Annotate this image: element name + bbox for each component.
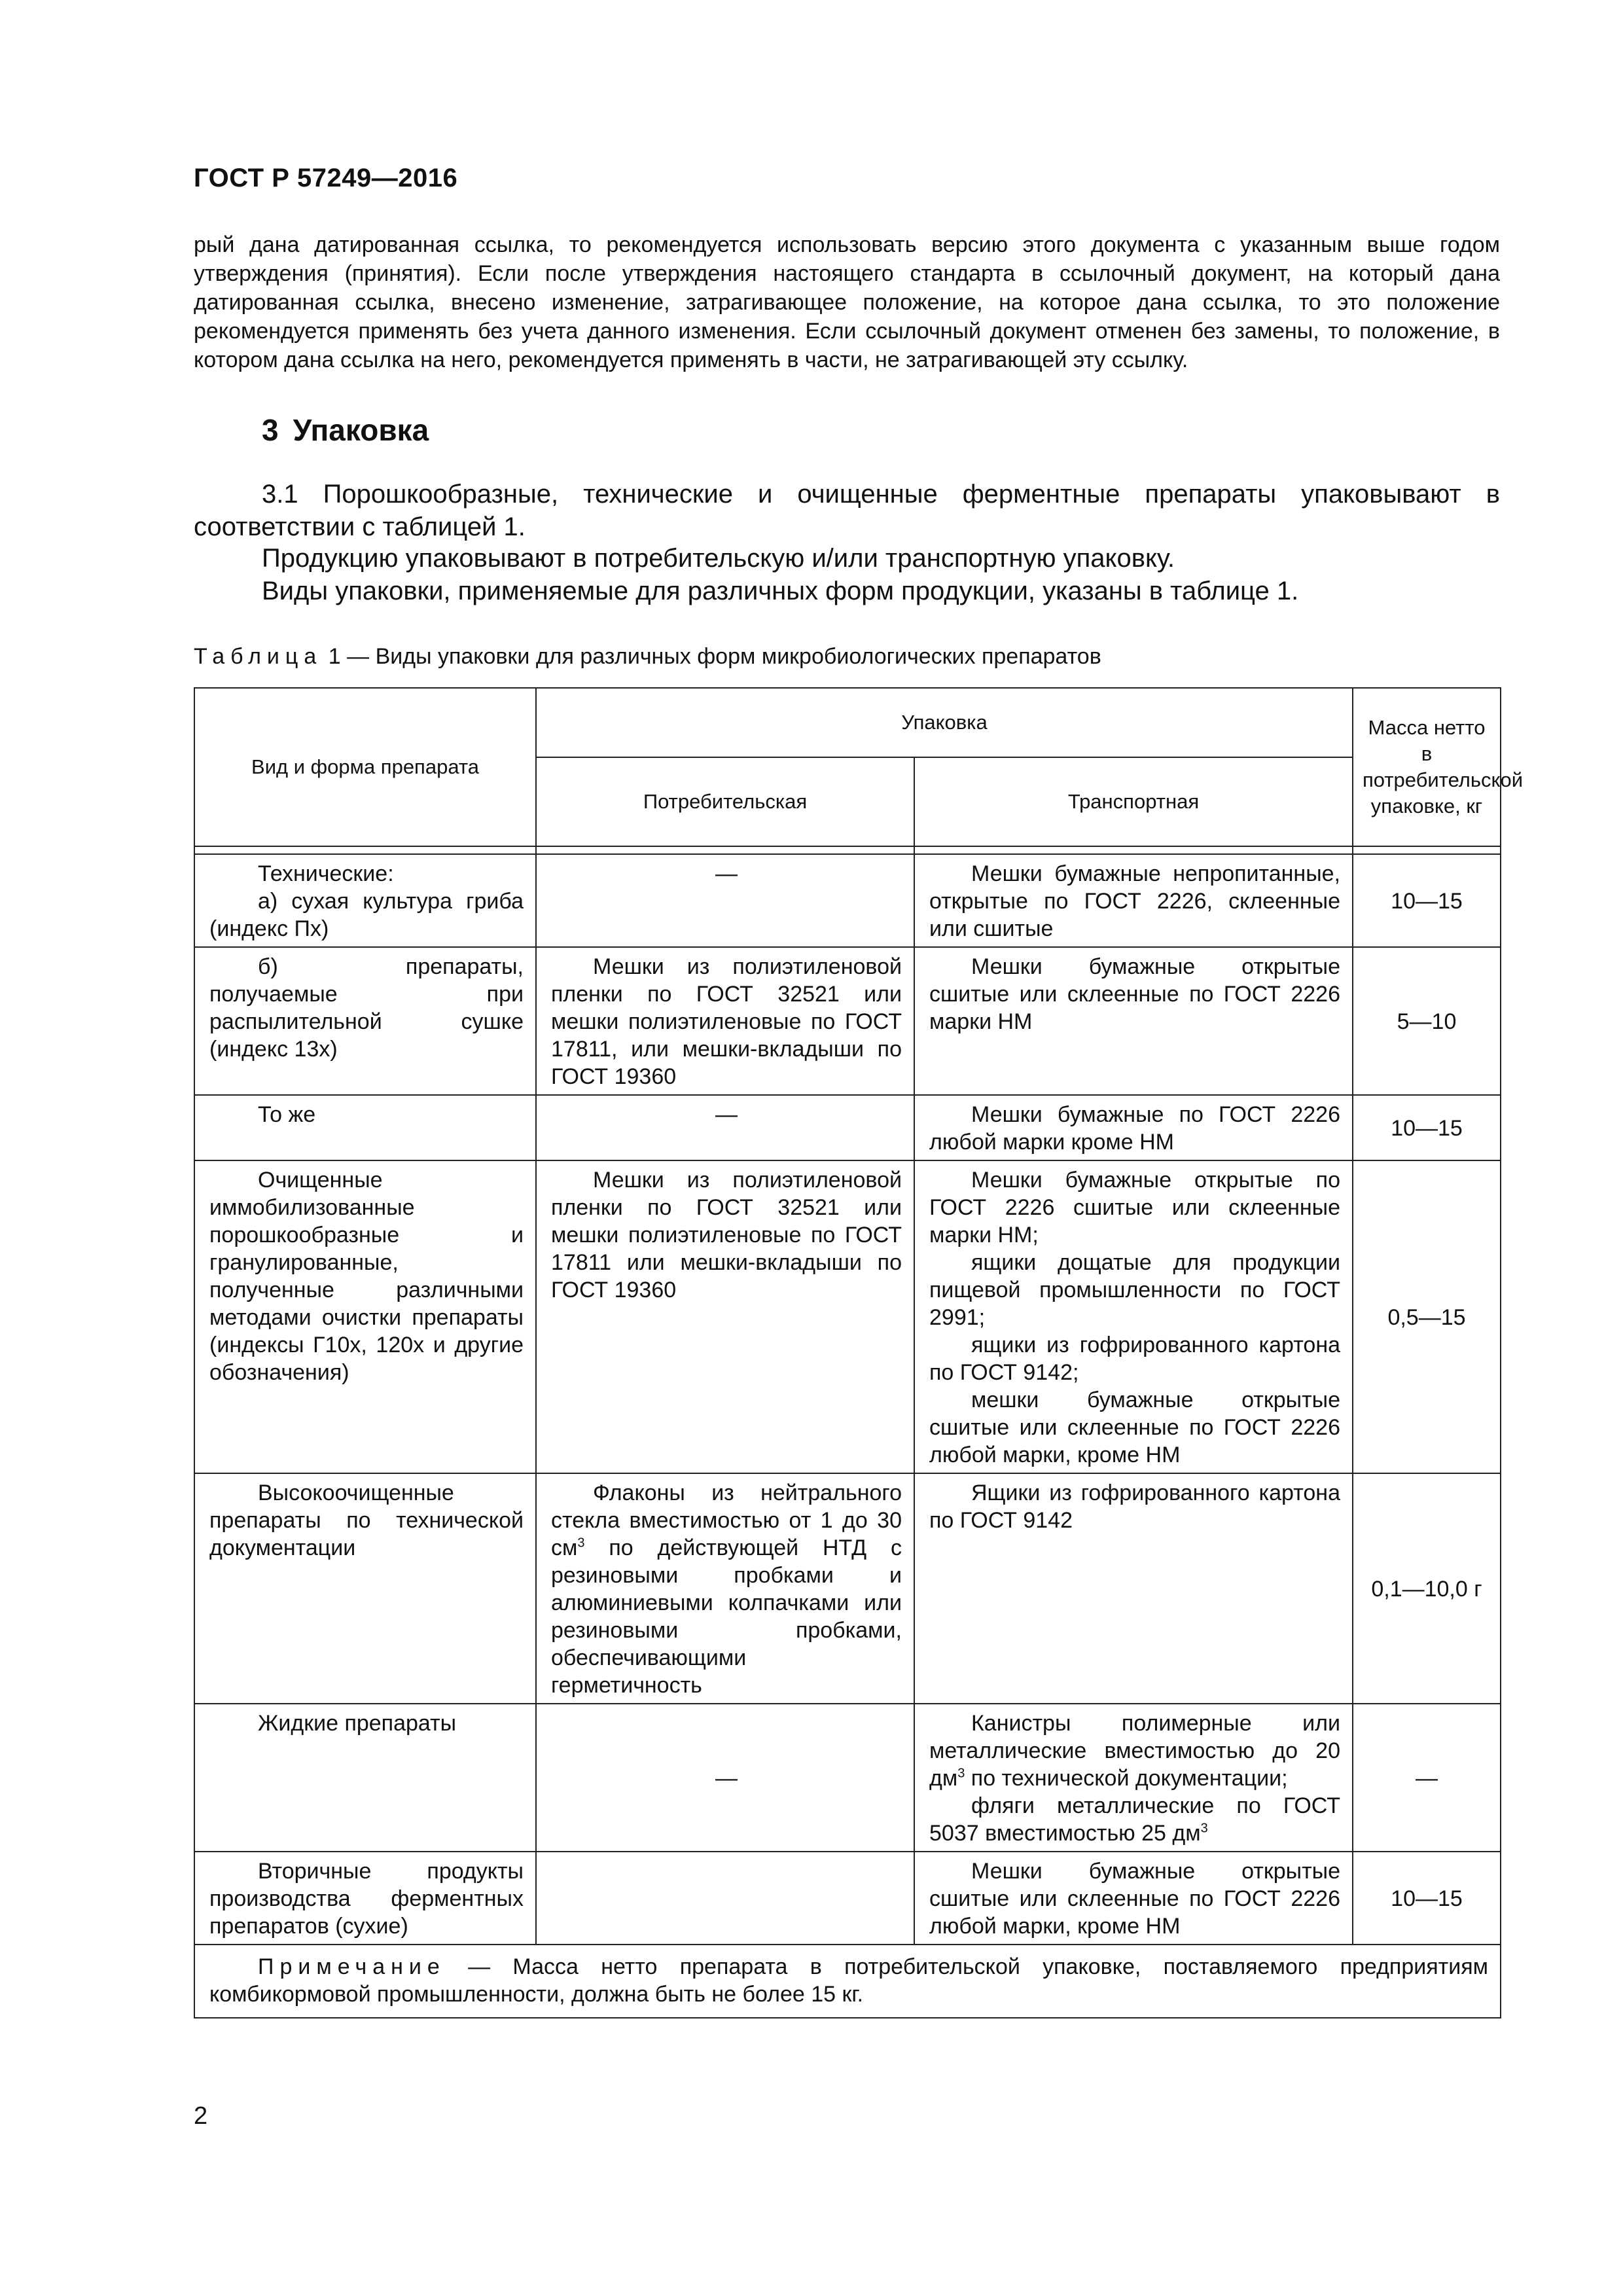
cell-mass: 10—15	[1353, 1095, 1501, 1160]
cell-consumer: —	[536, 1704, 914, 1852]
cell-mass: 0,5—15	[1353, 1160, 1501, 1473]
table-caption-text: 1 — Виды упаковки для различных форм микробиологических препаратов	[328, 644, 1101, 669]
table-caption	[194, 644, 1101, 670]
cell-form: Очищенные иммобилизованные порошкообразные и гранулированные, полученные различными методами очистки препараты (индексы Г10х, 120х и другие обозначения)	[194, 1160, 536, 1473]
packaging-table	[194, 687, 1524, 2018]
cell-form: б) препараты, получаемые при распылительной сушке (индекс 13х)	[194, 947, 536, 1095]
section-number: 3	[262, 413, 279, 447]
cell-transport-text: по технической документации;	[965, 1766, 1288, 1791]
table-note	[194, 1945, 1501, 2018]
cell-transport: ящики из гофрированного картона по ГОСТ 9142;	[929, 1333, 1340, 1385]
table-row	[194, 854, 1501, 947]
cell-mass: 0,1—10,0 г	[1353, 1473, 1501, 1704]
superscript: 3	[957, 1766, 965, 1781]
superscript: 3	[1200, 1821, 1208, 1836]
cell-consumer: —	[536, 1095, 914, 1160]
cell-transport: Мешки бумажные непропитанные, открытые по ГОСТ 2226, склеенные или сшитые	[914, 854, 1353, 947]
paragraph-table-reference: Виды упаковки, применяемые для различных форм продукции, указаны в таблице 1.	[262, 577, 1299, 605]
table-row	[194, 1160, 1501, 1473]
cell-form: Вторичные продукты производства ферментных препаратов (сухие)	[194, 1852, 536, 1945]
cell-transport-text: фляги металлические по ГОСТ 5037 вместимостью 25 дм	[929, 1793, 1340, 1846]
document-code: ГОСТ Р 57249—2016	[194, 164, 458, 192]
cell-mass: 10—15	[1353, 1852, 1501, 1945]
header-mass: Масса нетто в потребительской упаковке, кг	[1353, 688, 1501, 846]
cell-consumer-text: по действующей НТД с резиновыми пробками и алюминиевыми колпачками или резиновыми пробками, обеспечивающими герметичность	[551, 1535, 902, 1698]
section-heading	[262, 412, 429, 448]
cell-consumer	[536, 1852, 914, 1945]
cell-form: Высокоочищенные препараты по технической документации	[194, 1473, 536, 1704]
cell-form: Жидкие препараты	[194, 1704, 536, 1852]
table-row	[194, 1473, 1501, 1704]
cell-transport: ящики дощатые для продукции пищевой промышленности по ГОСТ 2991;	[929, 1250, 1340, 1330]
cell-transport	[929, 1792, 1340, 1847]
header-form: Вид и форма препарата	[194, 688, 536, 846]
paragraph-packaging-types: Продукцию упаковывают в потребительскую и/или транспортную упаковку.	[262, 544, 1175, 573]
table-row	[194, 1852, 1501, 1945]
cell-transport: Мешки бумажные по ГОСТ 2226 любой марки кроме НМ	[914, 1095, 1353, 1160]
table-row	[194, 1704, 1501, 1852]
superscript: 3	[577, 1535, 585, 1551]
header-transport: Транспортная	[914, 757, 1353, 846]
cell-form: Технические:	[258, 861, 394, 886]
cell-transport: Мешки бумажные открытые по ГОСТ 2226 сшитые или склеенные марки НМ;	[929, 1168, 1340, 1247]
cell-mass: —	[1353, 1704, 1501, 1852]
header-packaging: Упаковка	[536, 688, 1353, 757]
table-note-row	[194, 1945, 1501, 2018]
note-label: Примечание	[258, 1954, 446, 1979]
note-text: — Масса нетто препарата в потребительской упаковке, поставляемого предприятиям комбикормовой промышленности, должна быть не более 15 кг.	[209, 1954, 1488, 2007]
cell-transport: Мешки бумажные открытые сшитые или склеенные по ГОСТ 2226 марки НМ	[914, 947, 1353, 1095]
intro-paragraph: рый дана датированная ссылка, то рекомендуется использовать версию этого документа с указанным выше годом утверждения (принятия). Если после утверждения настоящего стандарта в ссылочный документ, на который дана датированная ссылка, внесено изменение, затрагивающее положение, на которое дана ссылка, то это положение рекомендуется применять без учета данного изменения. Если ссылочный документ отменен без замены, то положение, в котором дана ссылка на него, рекомендуется применять в части, не затрагивающей эту ссылку.	[194, 232, 1500, 372]
paragraph-3-1: 3.1 Порошкообразные, технические и очищенные ферментные препараты упаковывают в соответствии с таблицей 1.	[194, 480, 1500, 541]
cell-form: То же	[194, 1095, 536, 1160]
cell-transport-text: Канистры полимерные или металлические вместимостью до 20 дм	[929, 1711, 1340, 1791]
table-row	[194, 1095, 1501, 1160]
cell-mass: 5—10	[1353, 947, 1501, 1095]
cell-consumer: Мешки из полиэтиленовой пленки по ГОСТ 32521 или мешки полиэтиленовые по ГОСТ 17811, или мешки-вкладыши по ГОСТ 19360	[536, 947, 914, 1095]
cell-form: а) сухая культура гриба (индекс Пх)	[209, 889, 524, 941]
section-title: Упаковка	[293, 413, 429, 447]
table-caption-label: Таблица	[194, 644, 323, 669]
cell-consumer: —	[536, 854, 914, 947]
header-consumer: Потребительская	[536, 757, 914, 846]
cell-transport: Ящики из гофрированного картона по ГОСТ 9142	[914, 1473, 1353, 1704]
cell-transport: мешки бумажные открытые сшитые или склеенные по ГОСТ 2226 любой марки, кроме НМ	[929, 1388, 1340, 1467]
cell-consumer-text: Флаконы из нейтрального стекла вместимостью от 1 до 30 см	[551, 1480, 902, 1560]
table-row	[194, 947, 1501, 1095]
cell-transport: Мешки бумажные открытые сшитые или склеенные по ГОСТ 2226 любой марки, кроме НМ	[914, 1852, 1353, 1945]
cell-transport	[929, 1710, 1340, 1792]
page-number: 2	[194, 2102, 208, 2130]
cell-mass: 10—15	[1353, 854, 1501, 947]
cell-consumer	[536, 1473, 914, 1704]
cell-consumer: Мешки из полиэтиленовой пленки по ГОСТ 32521 или мешки полиэтиленовые по ГОСТ 17811 или мешки-вкладыши по ГОСТ 19360	[536, 1160, 914, 1473]
